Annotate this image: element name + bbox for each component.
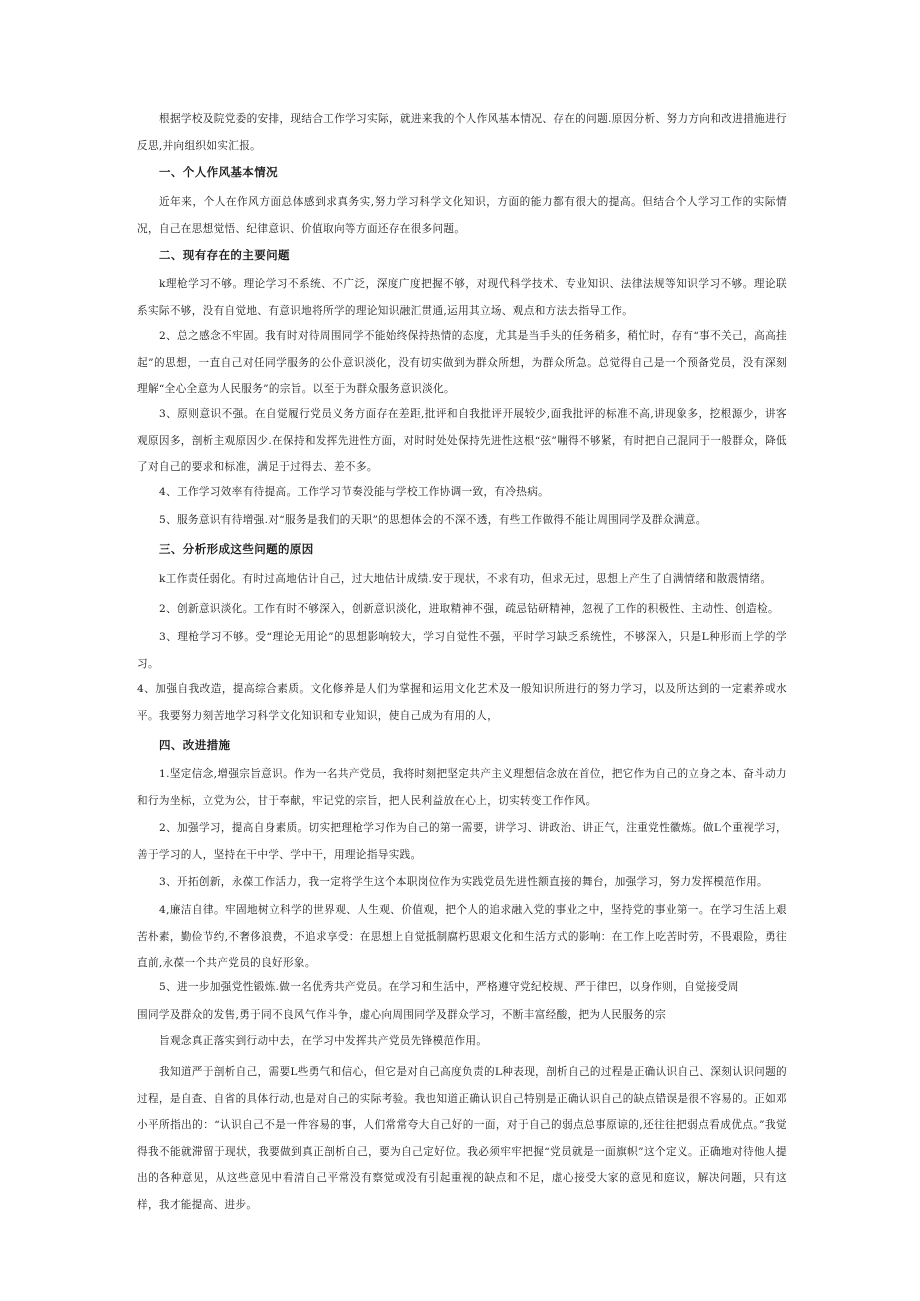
section-3-paragraph-3: 3、理枪学习不够。受“理论无用论”的思想影响较大，学习自觉性不强，平时学习缺乏系统性，不够深入，只是L种形而上学的学习。	[137, 631, 787, 670]
section-4-paragraph-4: 4,廉洁自律。牢固地树立科学的世界观、人生观、价值观，把个人的追求融入党的事业之中，坚持党的事业第一。在学习生活上艰苦朴素，勤俭节约,不奢侈浪费，不追求享受：在思想上自觉抵制腐朽思艰文化和生活方式的影响：在工作上吃苦时劳，不畏艰险，勇往直前,永葆一个共产党员的良好形象。	[137, 904, 787, 969]
section-4-paragraph-1: 1.坚定信念,增强宗旨意识。作为一名共产党员，我将时刻把坚定共产主义理想信念放在首位，把它作为自己的立身之本、奋斗动力和行为坐标，立党为公，甘于奉献，牢记党的宗旨，把人民利益放在心上，切实转变工作作风。	[137, 768, 787, 807]
section-4-paragraph-5-line-3: 旨观念真正落实到行动中去，在学习中发挥共产党员先锋模范作用。	[159, 1035, 488, 1047]
section-3-heading: 三、分析形成这些问题的原因	[159, 542, 314, 556]
section-4-paragraph-5-line-1: 5、进一步加强党性锻炼.做一名优秀共产党员。在学习和生活中，严格遵守党纪校规、严于律巴，以身作则，自觉接受周	[159, 981, 739, 993]
section-4-heading: 四、改进措施	[159, 738, 231, 752]
intro-paragraph: 根据学校及院党委的安排，现结合工作学习实际，就进来我的个人作风基本情况、存在的问题.原因分析、努力方向和改进措施进行反思,并向组织如实汇报。	[137, 113, 787, 152]
section-4-paragraph-2: 2、加强学习，提高自身素质。切实把理枪学习作为自己的第一需要，讲学习、讲政治、讲正气，注重党性徽炼。做L个重视学习，善于学习的人，坚持在干中学、学中干，用理论指导实践。	[137, 822, 787, 861]
section-1-heading: 一、个人作风基本情况	[159, 165, 278, 179]
section-3-paragraph-1: k工作责任弱化。有时过高地估计自己，过大地估计成绩.安于现状，不求有功，但求无过，思想上产生了自满情绪和散震情绪。	[159, 573, 772, 585]
section-1-paragraph-1: 近年来，个人在作风方面总体感到求真务实,努力学习科学文化知识，方面的能力都有很大的提高。但结合个人学习工作的实际情况，自己在思想觉悟、纪律意识、价值取向等方面还存在很多问题。	[137, 196, 787, 235]
section-4-paragraph-3: 3、开拓创新，永葆工作活力，我一定将学生这个本职岗位作为实践党员先进性额直接的舞台，加强学习，努力发挥模范作用。	[159, 876, 768, 888]
section-2-paragraph-3: 3、原则意识不强。在自觉履行党员义务方面存在差距,批评和自我批评开展较少,面我批评的标准不高,讲现象多，挖根源少，讲客观原因多，剖析主观原因少.在保持和发挥先进性方面，对时时处处保持先进性这根“弦”嘣得不够紧，有时把自己混同于一般群众，降低了对自己的要求和标准，满足于过得去、差不多。	[137, 408, 787, 473]
section-2-heading: 二、现有存在的主要问题	[159, 248, 290, 262]
section-2-paragraph-5: 5、服务意识有待增强.对“服务是我们的天职”的思想体会的不深不透，有些工作做得不能让周围同学及群众满意。	[159, 514, 707, 526]
section-3-paragraph-2: 2、创新意识淡化。工作有时不够深入，创新意识淡化，进取精神不强，疏忌钻研精神，忽视了工作的积极性、主动性、创造检。	[159, 603, 779, 615]
section-2-paragraph-1: k理枪学习不够。理论学习不系统、不广泛，深度广度把握不够，对现代科学技术、专业知识、法律法规等知识学习不够。理论联系实际不够，没有自觉地、有意识地将所学的理论知识融汇贯通,运用其立场、观点和方法去指导工作。	[137, 278, 787, 317]
section-2-paragraph-2: 2、总之感念不牢固。我有时对待周围同学不能始终保持热情的态度，尤其是当手头的任务稍多，稍忙时，存有“事不关己，高高挂起”的思想，一直自己对任同学服务的公仆意识淡化，没有切实做到为群众所想，为群众所急。总觉得自己是一个预备党员，没有深刻理解“全心全意为人民服务”的宗旨。以至于为群众服务意识淡化。	[137, 330, 787, 395]
section-4-paragraph-5-line-2: 围同学及群众的发售,勇于同不良风气作斗争，虚心向周围同学及群众学习，不断丰富经酸，把为人民服务的宗	[137, 1009, 667, 1021]
section-3-paragraph-4: 4、加强自我改造，提高综合素质。文化修养是人们为掌握和运用文化艺术及一般知识所进行的努力学习，以及所达到的一定素养或水平。我要努力刻苦地学习科学文化知识和专业知识，使自己成为有用的人，	[137, 683, 787, 722]
closing-paragraph: 我知道严于剖析自己，需要L些勇气和信心，但它是对自己高度负责的L种表现，剖析自己的过程是正确认识自己、深刻认识问题的过程，是自查、自省的具体行动,也是对自己的实际考验。我也知道正确认识自己特别是正确认识自己的缺点错误是很不容易的。正如邓小平所指出的：“认识自己不是一件容易的事，人们常常夸大自己好的一面，对于自己的弱点总事原谅的,还往往把弱点看成优点。”我觉得我不能就滞留于现状，我要做到真正剖析自己，要为自己定好位。我必须牢牢把握“党员就是一面旗帜”这个定义。正确地对待他人提出的各种意见，从这些意见中看清自己平常没有察觉或没有引起重视的缺点和不足，虚心接受大家的意见和庭议，解决问题，只有这样，我才能提高、进步。	[137, 1066, 787, 1211]
section-2-paragraph-4: 4、工作学习效率有待提高。工作学习节奏没能与学校工作协调一致，有冷热病。	[159, 486, 550, 498]
